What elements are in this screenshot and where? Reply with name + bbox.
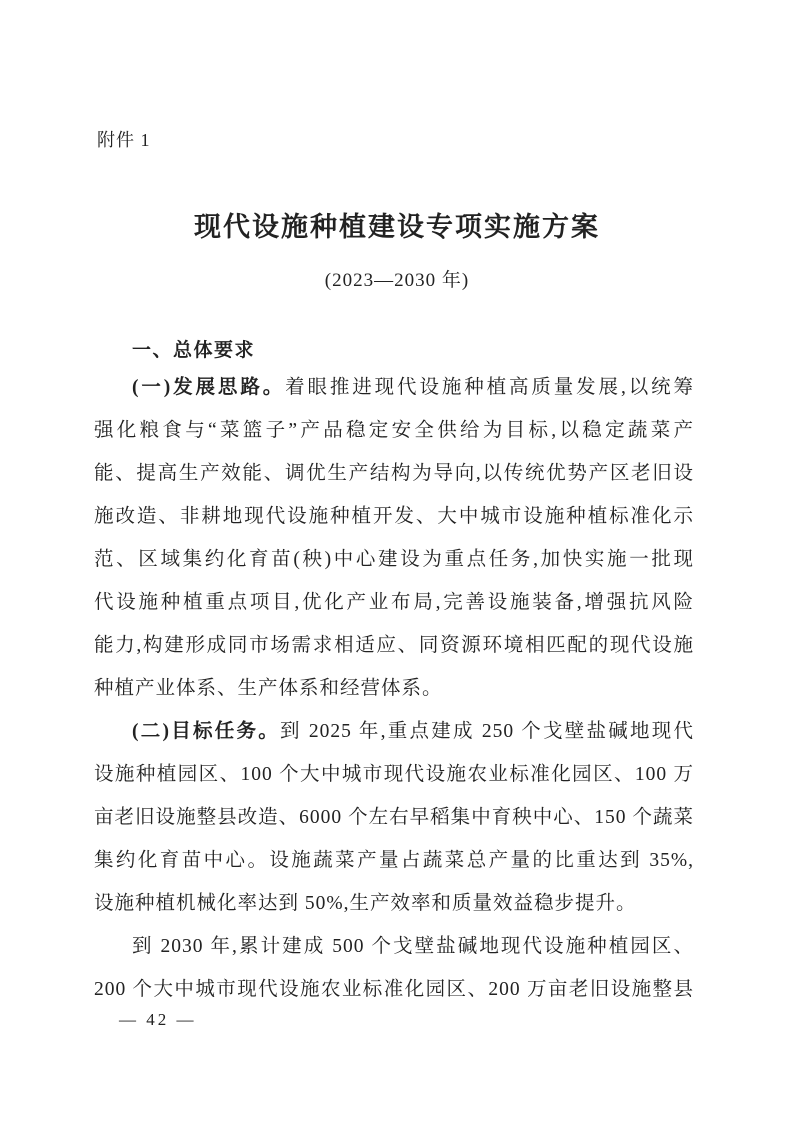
text-line: 种植产业体系、生产体系和经营体系。 — [94, 678, 443, 699]
paragraph-goal-tasks — [94, 710, 694, 925]
text-line: 亩老旧设施整县改造、6000 个左右早稻集中育秧中心、150 个蔬菜 — [94, 807, 694, 828]
text-line: 代设施种植重点项目,优化产业布局,完善设施装备,增强抗风险 — [94, 592, 694, 613]
paragraph-2030-targets — [94, 925, 694, 1011]
text-line: 设施种植机械化率达到 50%,生产效率和质量效益稳步提升。 — [94, 893, 637, 914]
document-title: 现代设施种植建设专项实施方案 — [194, 212, 600, 242]
annex-label: 附件 1 — [97, 130, 151, 150]
text-line: 集约化育苗中心。设施蔬菜产量占蔬菜总产量的比重达到 35%, — [94, 850, 694, 871]
text-line: 能力,构建形成同市场需求相适应、同资源环境相匹配的现代设施 — [94, 635, 694, 656]
text-line: 能、提高生产效能、调优生产结构为导向,以传统优势产区老旧设 — [94, 463, 694, 484]
text-run: 着眼推进现代设施种植高质量发展,以统筹 — [285, 377, 694, 398]
text-line: 到 2030 年,累计建成 500 个戈壁盐碱地现代设施种植园区、 — [132, 936, 694, 957]
page-number: — 42 — — [119, 1010, 197, 1029]
text-line: 强化粮食与“菜篮子”产品稳定安全供给为目标,以稳定蔬菜产 — [94, 420, 694, 441]
paragraph-lead-goal: (二)目标任务。 — [132, 721, 280, 742]
paragraph-lead-development: (一)发展思路。 — [132, 377, 286, 398]
paragraph-development-approach — [94, 366, 694, 710]
section-heading-overall-requirements: 一、总体要求 — [132, 340, 256, 361]
text-run: 到 2025 年,重点建成 250 个戈壁盐碱地现代 — [279, 721, 694, 742]
text-line: 设施种植园区、100 个大中城市现代设施农业标准化园区、100 万 — [94, 764, 694, 785]
text-line — [94, 710, 694, 753]
text-line: 200 个大中城市现代设施农业标准化园区、200 万亩老旧设施整县 — [94, 979, 694, 1000]
text-line: 范、区域集约化育苗(秧)中心建设为重点任务,加快实施一批现 — [94, 549, 694, 570]
document-subtitle: (2023—2030 年) — [324, 270, 470, 291]
text-line: 施改造、非耕地现代设施种植开发、大中城市设施种植标准化示 — [94, 506, 694, 527]
text-line — [94, 366, 694, 409]
document-body — [94, 336, 694, 1011]
